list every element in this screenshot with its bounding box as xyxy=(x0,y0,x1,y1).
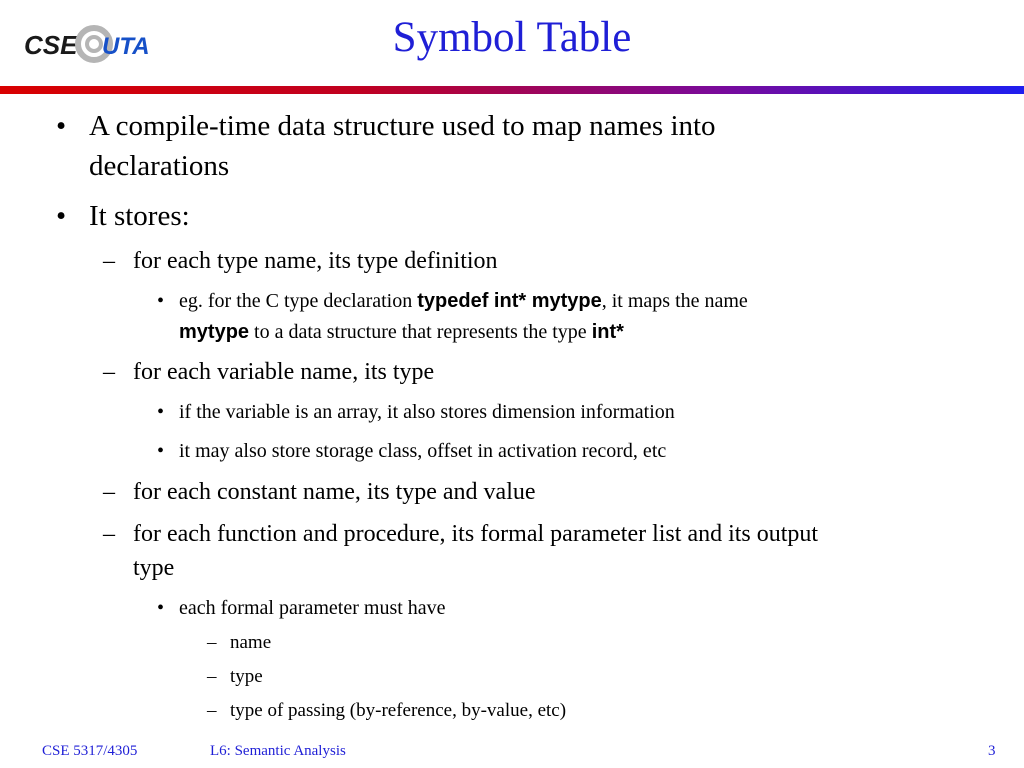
dash-marker: – xyxy=(207,632,217,653)
level4-text: type xyxy=(230,666,263,687)
level4-text: name xyxy=(230,632,272,653)
level4-text: type of passing (by-reference, by-value, etc) xyxy=(230,700,567,721)
logo-cse-text: CSE xyxy=(24,30,78,60)
sub-bullet-text: for each variable name, its type xyxy=(133,359,435,385)
dash-marker: – xyxy=(103,248,115,274)
sub-sub-bullet-text: each formal parameter must have xyxy=(179,597,446,619)
bullet-marker: • xyxy=(157,401,165,423)
footer-lecture: L6: Semantic Analysis xyxy=(210,743,346,759)
bullet-marker: • xyxy=(56,110,67,142)
dash-marker: – xyxy=(103,479,115,505)
bullet-marker: • xyxy=(157,440,165,462)
sub-sub-bullet-text: if the variable is an array, it also stores dimension information xyxy=(179,401,675,423)
sub-bullet-text: for each constant name, its type and value xyxy=(133,479,536,505)
bullet-text: declarations xyxy=(89,150,230,182)
text-segment: eg. for the C type declaration xyxy=(179,290,418,312)
logo-uta-text: UTA xyxy=(102,33,150,60)
sub-sub-bullet-text xyxy=(179,286,748,317)
text-segment: , it maps the name xyxy=(601,290,748,312)
dash-marker: – xyxy=(103,521,115,547)
bullet-text: It stores: xyxy=(89,200,190,232)
footer-course: CSE 5317/4305 xyxy=(42,743,138,759)
bullet-marker: • xyxy=(157,290,165,312)
dash-marker: – xyxy=(207,666,217,687)
dash-marker: – xyxy=(207,700,217,721)
bullet-text: A compile-time data structure used to map names into xyxy=(89,110,716,142)
code-int-pointer: int* xyxy=(591,321,624,343)
dash-marker: – xyxy=(103,359,115,385)
bullet-marker: • xyxy=(157,597,165,619)
title-rule xyxy=(0,86,1024,94)
bullet-marker: • xyxy=(56,200,67,232)
code-typedef: typedef int* mytype xyxy=(417,290,602,312)
sub-bullet-text: type xyxy=(133,555,175,581)
code-mytype: mytype xyxy=(179,321,250,343)
sub-bullet-text: for each function and procedure, its formal parameter list and its output xyxy=(133,521,819,547)
sub-sub-bullet-text xyxy=(179,317,624,348)
sub-bullet-text: for each type name, its type definition xyxy=(133,248,498,274)
text-segment: to a data structure that represents the type xyxy=(249,321,592,343)
sub-sub-bullet-text: it may also store storage class, offset in activation record, etc xyxy=(179,440,667,462)
slide-title: Symbol Table xyxy=(392,14,632,61)
footer-page-number: 3 xyxy=(988,743,996,759)
